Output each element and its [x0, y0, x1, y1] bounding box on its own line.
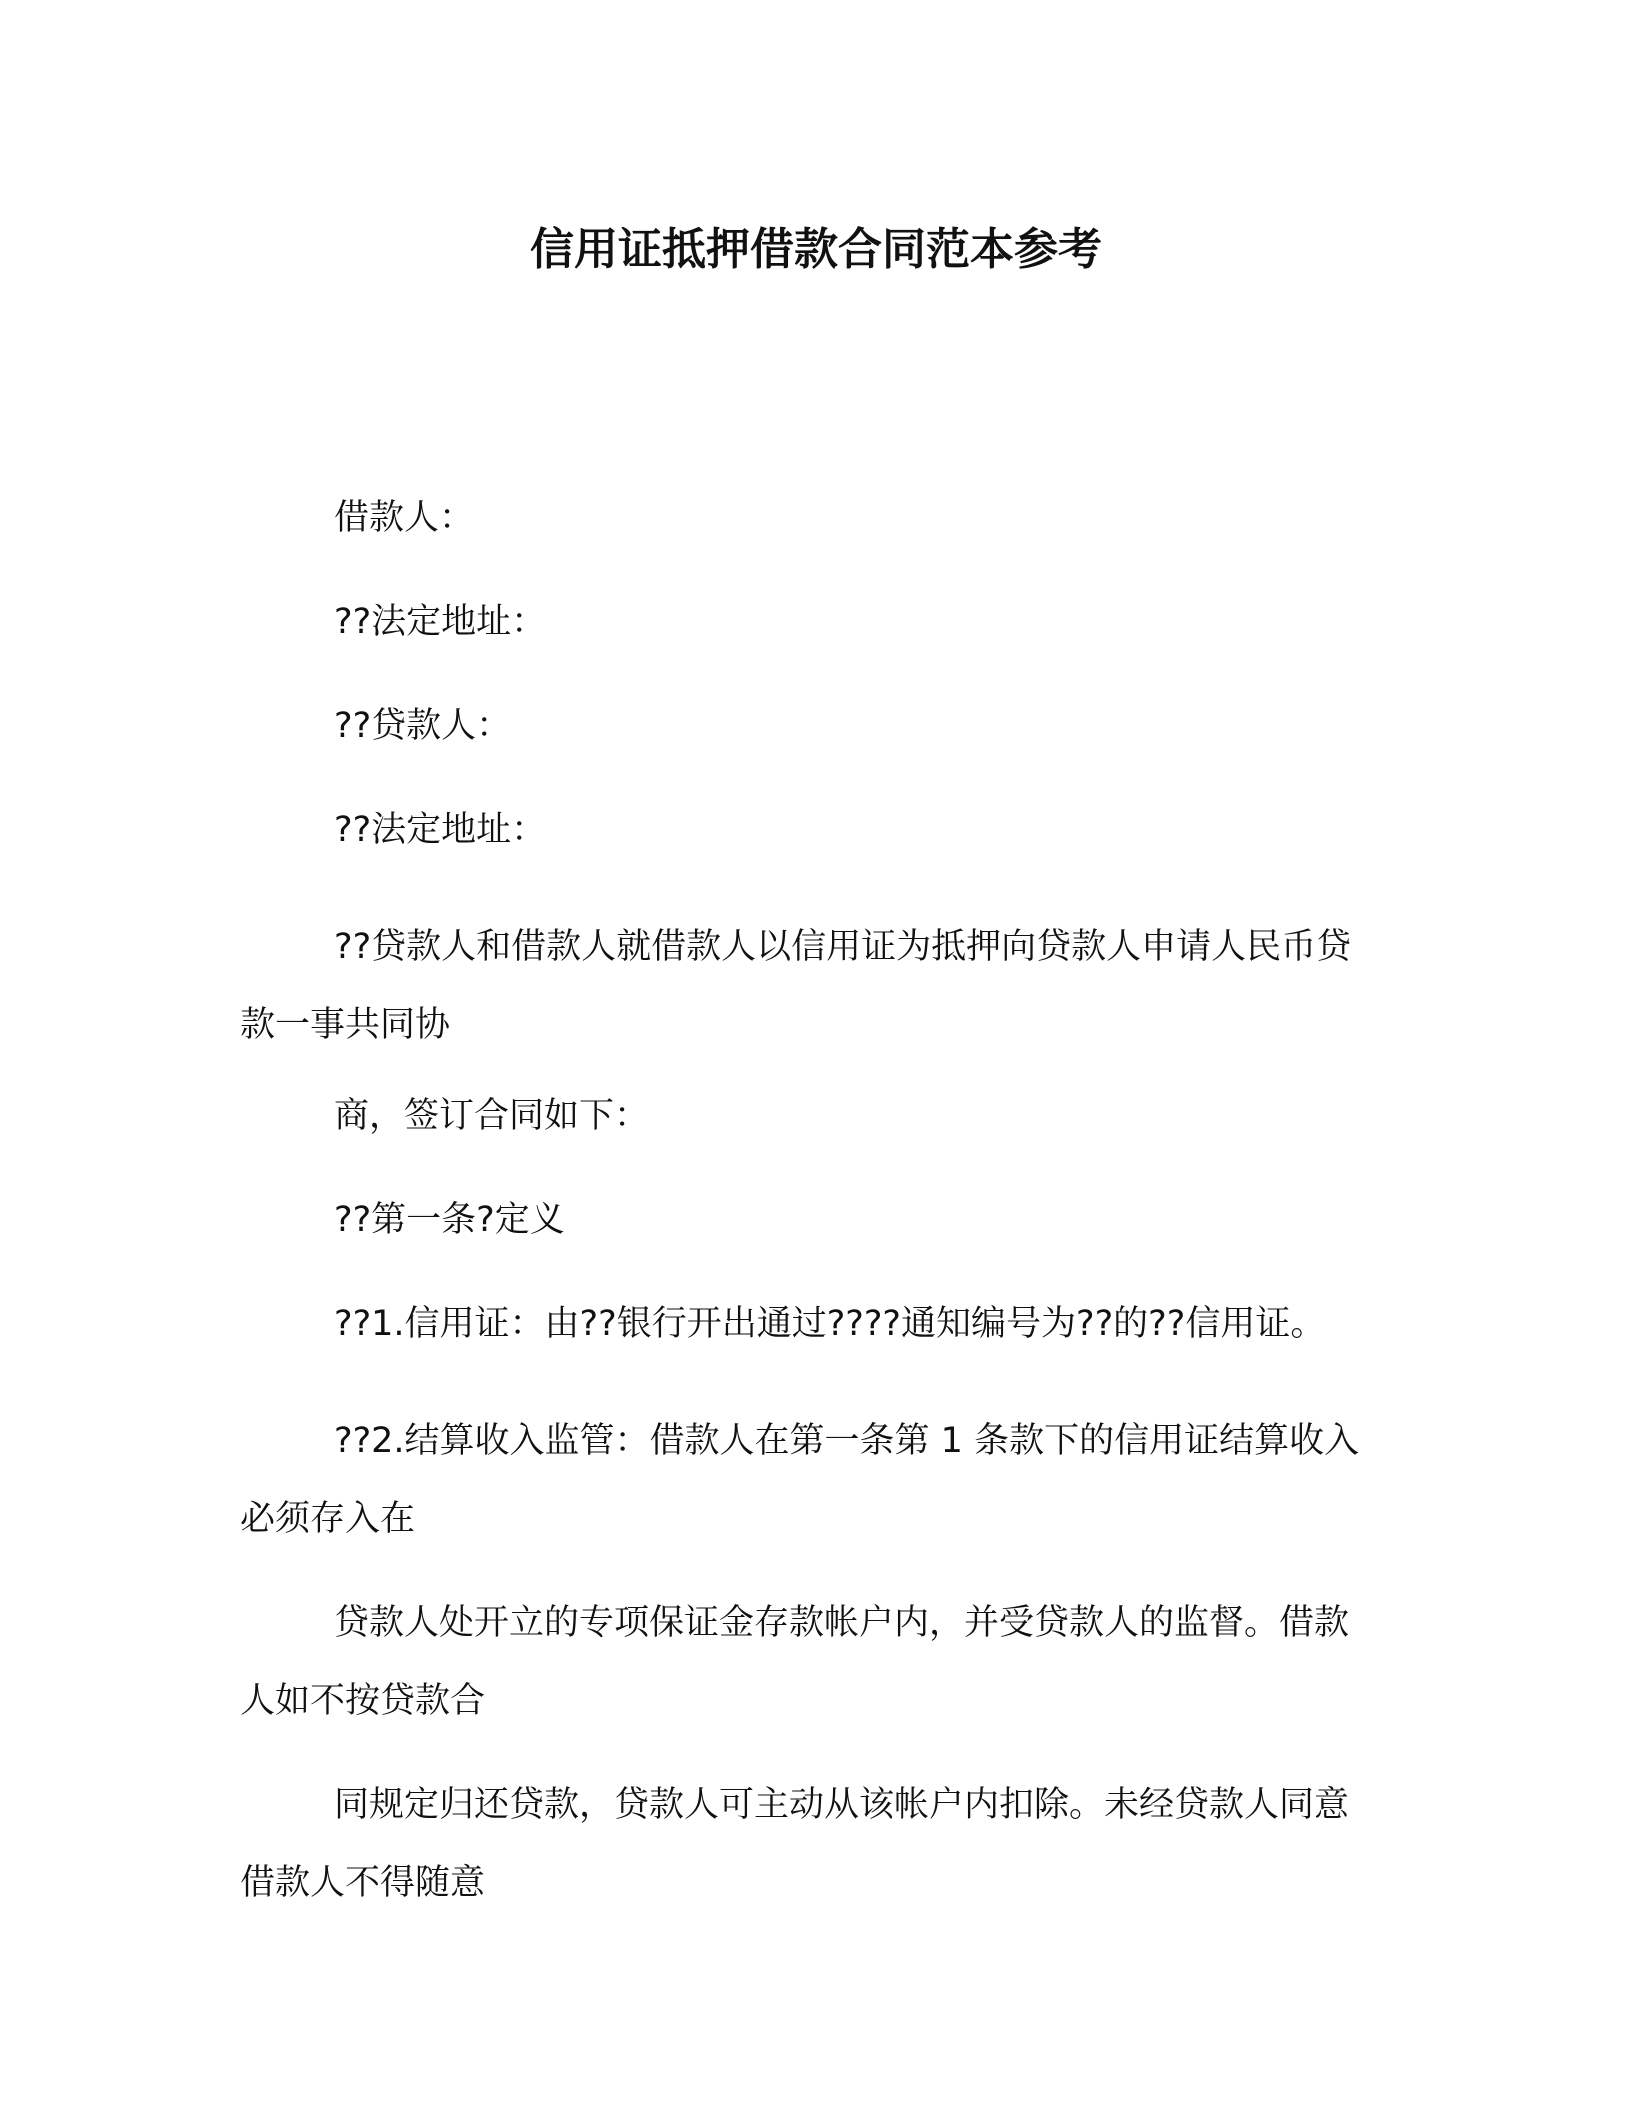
paragraph-repayment: 同规定归还贷款，贷款人可主动从该帐户内扣除。未经贷款人同意借款人不得随意	[240, 1785, 1350, 1903]
paragraph-borrower: 借款人：	[334, 498, 475, 538]
document-title: 信用证抵押借款合同范本参考	[530, 224, 1102, 275]
paragraph-borrower-address: ??法定地址：	[334, 602, 547, 642]
document-body	[240, 492, 1375, 1948]
paragraph-settlement-continued: 贷款人处开立的专项保证金存款帐户内，并受贷款人的监督。借款人如不按贷款合	[240, 1603, 1350, 1721]
paragraph-lender: ??贷款人：	[334, 706, 512, 746]
paragraph-preamble-continued: 商，签订合同如下：	[334, 1096, 650, 1136]
paragraph-article-1-heading: ??第一条?定义	[334, 1200, 565, 1240]
paragraph-preamble: ??贷款人和借款人就借款人以信用证为抵押向贷款人申请人民币贷款一事共同协	[240, 927, 1352, 1045]
paragraph-definition-settlement: ??2.结算收入监管：借款人在第一条第 1 条款下的信用证结算收入必须存入在	[240, 1421, 1360, 1539]
paragraph-lender-address: ??法定地址：	[334, 810, 547, 850]
paragraph-definition-letter-of-credit: ??1.信用证：由??银行开出通过????通知编号为??的??信用证。	[334, 1304, 1326, 1344]
